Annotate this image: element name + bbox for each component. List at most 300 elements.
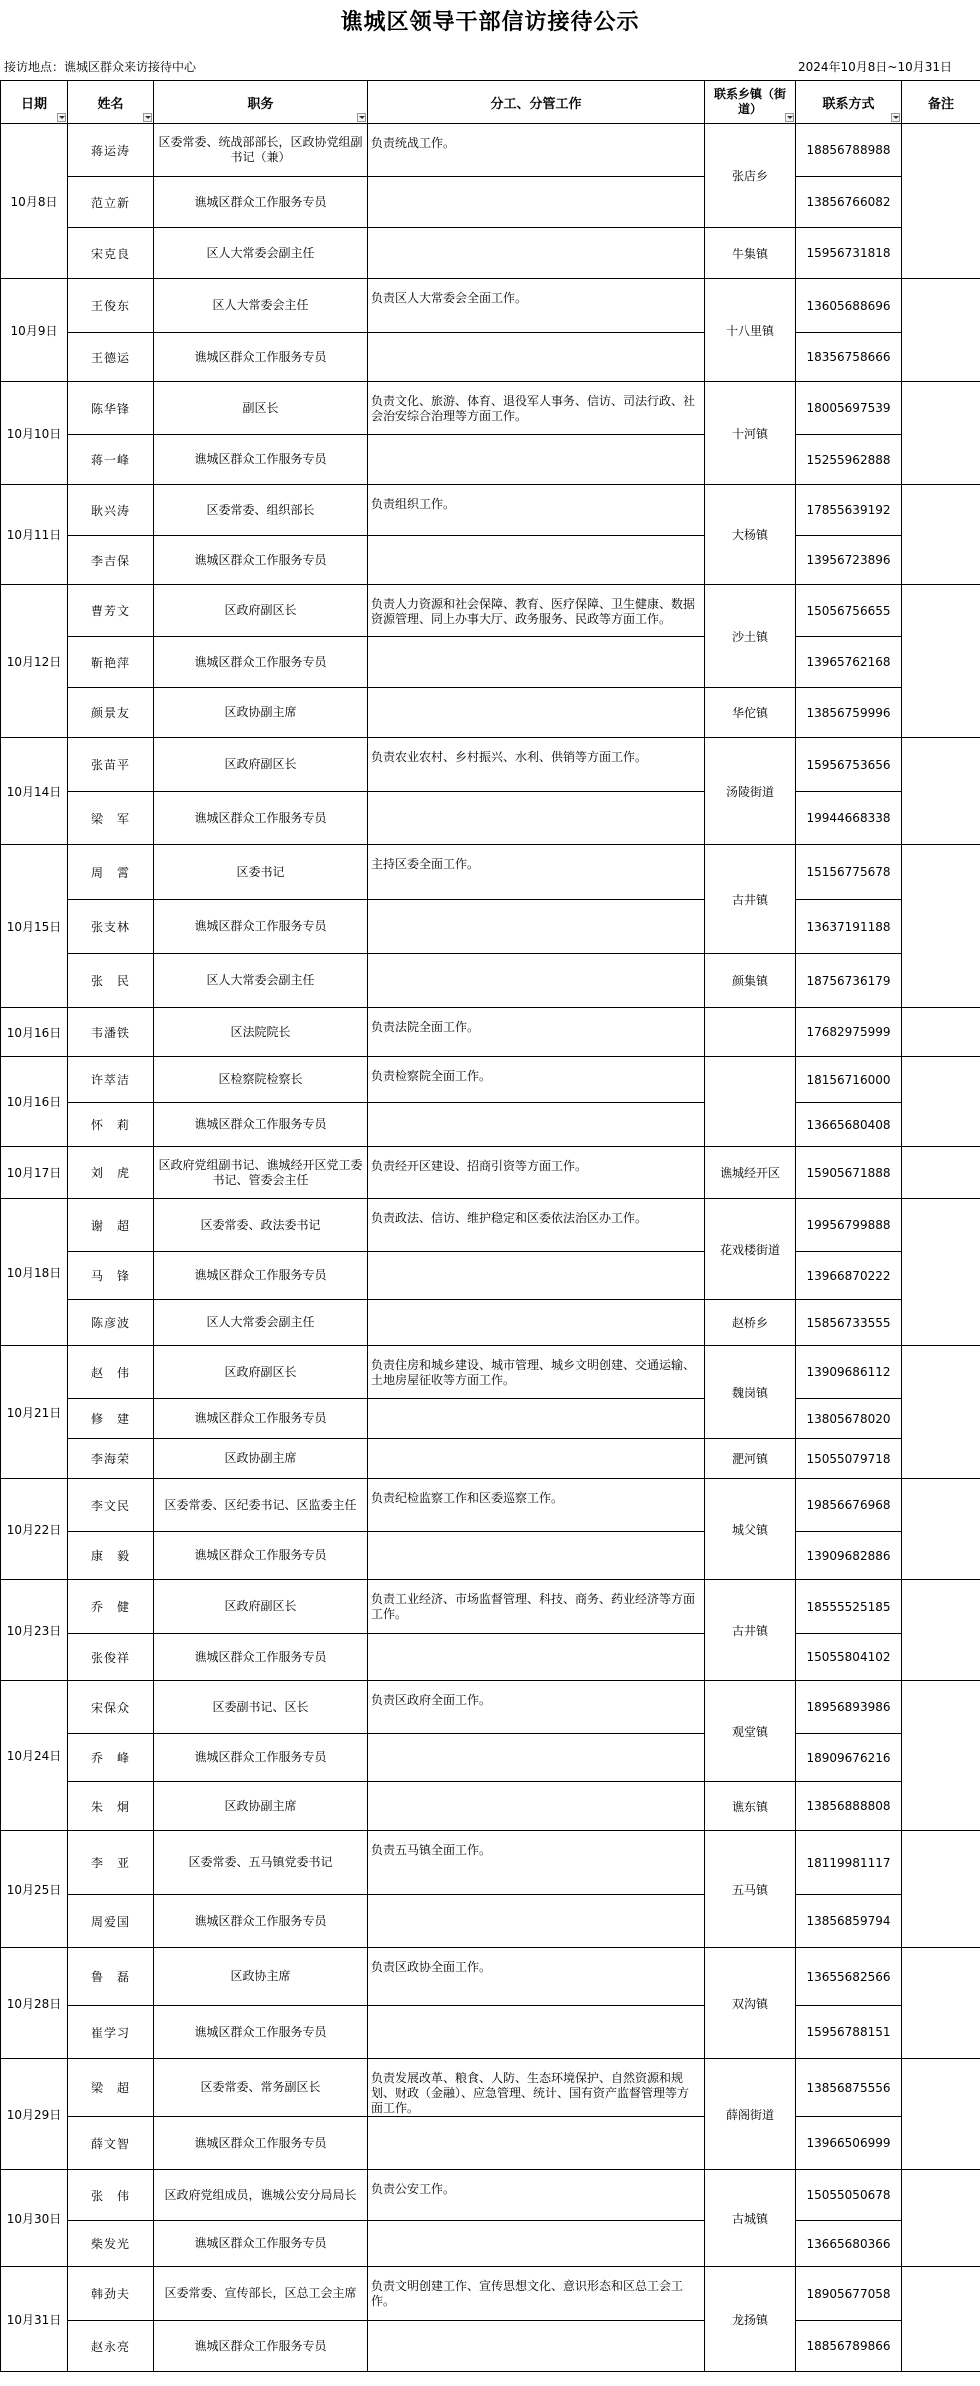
title-cell: 谯城区群众工作服务专员 (154, 2321, 368, 2372)
title-cell: 区政府副区长 (154, 1580, 368, 1634)
phone-cell: 18956893986 (796, 1681, 902, 1734)
name-cell: 韦潘铁 (68, 1008, 154, 1057)
table-row (1, 1831, 980, 1895)
phone-cell: 15956788151 (796, 2006, 902, 2059)
title-cell: 区委常委、宣传部长，区总工会主席 (154, 2267, 368, 2321)
phone-cell: 13966506999 (796, 2117, 902, 2170)
title-cell: 谯城区群众工作服务专员 (154, 536, 368, 585)
name-cell: 薛文智 (68, 2117, 154, 2170)
duty-cell: 负责法院全面工作。 (368, 1008, 705, 1057)
remark-cell (902, 1831, 980, 1948)
title-cell: 谯城区群众工作服务专员 (154, 1399, 368, 1439)
filter-dropdown-icon[interactable] (143, 113, 152, 122)
name-cell: 李吉保 (68, 536, 154, 585)
phone-cell: 13856875556 (796, 2059, 902, 2117)
date-cell: 10月11日 (1, 485, 68, 585)
title-cell: 区人大常委会副主任 (154, 228, 368, 279)
duty-cell: 主持区委全面工作。 (368, 845, 705, 900)
phone-cell: 13965762168 (796, 637, 902, 688)
table-row (1, 2321, 980, 2372)
table-row (1, 900, 980, 954)
phone-cell: 15055804102 (796, 1634, 902, 1681)
title-cell: 区委常委、五马镇党委书记 (154, 1831, 368, 1895)
table-row (1, 2006, 980, 2059)
phone-cell: 18119981117 (796, 1831, 902, 1895)
table-row (1, 1948, 980, 2006)
name-cell: 耿兴涛 (68, 485, 154, 536)
town-cell: 古井镇 (705, 845, 796, 954)
title-cell: 区委常委、区纪委书记、区监委主任 (154, 1479, 368, 1532)
phone-cell: 15056756655 (796, 585, 902, 637)
duty-cell: 负责文化、旅游、体育、退役军人事务、信访、司法行政、社会治安综合治理等方面工作。 (368, 382, 705, 435)
table-row (1, 382, 980, 435)
phone-cell: 13655682566 (796, 1948, 902, 2006)
phone-cell: 13665680366 (796, 2221, 902, 2267)
header-date[interactable]: 日期 (1, 81, 68, 124)
name-cell: 鲁 磊 (68, 1948, 154, 2006)
name-cell: 蒋一峰 (68, 435, 154, 485)
town-cell (705, 1057, 796, 1147)
phone-cell: 15055079718 (796, 1439, 902, 1479)
table-row (1, 1580, 980, 1634)
name-cell: 周爱国 (68, 1895, 154, 1948)
name-cell: 赵永亮 (68, 2321, 154, 2372)
date-cell: 10月14日 (1, 738, 68, 845)
phone-cell: 18856789866 (796, 2321, 902, 2372)
table-row (1, 1103, 980, 1147)
phone-cell: 17855639192 (796, 485, 902, 536)
name-cell: 颜景友 (68, 688, 154, 738)
duty-cell: 负责统战工作。 (368, 124, 705, 177)
date-cell: 10月28日 (1, 1948, 68, 2059)
table-row (1, 1057, 980, 1103)
duty-cell: 负责农业农村、乡村振兴、水利、供销等方面工作。 (368, 738, 705, 792)
date-cell: 10月25日 (1, 1831, 68, 1948)
phone-cell: 15856733555 (796, 1300, 902, 1346)
town-cell: 古城镇 (705, 2170, 796, 2267)
duty-cell (368, 792, 705, 845)
title-cell: 区委常委、政法委书记 (154, 1199, 368, 1252)
phone-cell: 17682975999 (796, 1008, 902, 1057)
duty-cell (368, 1782, 705, 1831)
table-row (1, 2170, 980, 2221)
town-cell: 颜集镇 (705, 954, 796, 1008)
remark-cell (902, 1948, 980, 2059)
table-row (1, 637, 980, 688)
title-cell: 区委常委、统战部部长，区政协党组副书记（兼） (154, 124, 368, 177)
date-cell: 10月18日 (1, 1199, 68, 1346)
table-row (1, 1734, 980, 1782)
name-cell: 乔 健 (68, 1580, 154, 1634)
name-cell: 柴发光 (68, 2221, 154, 2267)
title-cell: 区政协副主席 (154, 1782, 368, 1831)
table-row (1, 1681, 980, 1734)
duty-cell: 负责住房和城乡建设、城市管理、城乡文明创建、交通运输、土地房屋征收等方面工作。 (368, 1346, 705, 1399)
duty-cell (368, 1300, 705, 1346)
town-cell: 城父镇 (705, 1479, 796, 1580)
remark-cell (902, 738, 980, 845)
town-cell: 古井镇 (705, 1580, 796, 1681)
filter-dropdown-icon[interactable] (891, 113, 900, 122)
phone-cell: 13856859794 (796, 1895, 902, 1948)
town-cell: 汤陵街道 (705, 738, 796, 845)
duty-cell: 负责工业经济、市场监督管理、科技、商务、药业经济等方面工作。 (368, 1580, 705, 1634)
table-row (1, 1008, 980, 1057)
date-cell: 10月17日 (1, 1147, 68, 1199)
town-cell: 华佗镇 (705, 688, 796, 738)
duty-cell (368, 1252, 705, 1300)
location-label: 接访地点：谯城区群众来访接待中心 (4, 60, 197, 74)
town-cell: 十八里镇 (705, 279, 796, 382)
table-row (1, 536, 980, 585)
name-cell: 乔 峰 (68, 1734, 154, 1782)
header-town[interactable]: 联系乡镇（街道） (705, 81, 796, 124)
remark-cell (902, 845, 980, 1008)
name-cell: 陈华锋 (68, 382, 154, 435)
table-row (1, 845, 980, 900)
name-cell: 赵 伟 (68, 1346, 154, 1399)
table-row (1, 1532, 980, 1580)
phone-cell: 19856676968 (796, 1479, 902, 1532)
date-cell: 10月16日 (1, 1057, 68, 1147)
phone-cell: 13856888808 (796, 1782, 902, 1831)
title-cell: 谯城区群众工作服务专员 (154, 900, 368, 954)
title-cell: 区人大常委会副主任 (154, 954, 368, 1008)
phone-cell: 15905671888 (796, 1147, 902, 1199)
title-cell: 谯城区群众工作服务专员 (154, 2117, 368, 2170)
town-cell: 花戏楼街道 (705, 1199, 796, 1300)
remark-cell (902, 1346, 980, 1479)
table-row (1, 1895, 980, 1948)
duty-cell (368, 1734, 705, 1782)
remark-cell (902, 2059, 980, 2170)
phone-cell: 18005697539 (796, 382, 902, 435)
table-row (1, 279, 980, 333)
title-cell: 谯城区群众工作服务专员 (154, 637, 368, 688)
title-cell: 区政府副区长 (154, 585, 368, 637)
name-cell: 张支林 (68, 900, 154, 954)
date-cell: 10月24日 (1, 1681, 68, 1831)
date-cell: 10月15日 (1, 845, 68, 1008)
duty-cell (368, 435, 705, 485)
name-cell: 王德运 (68, 333, 154, 382)
table-row (1, 485, 980, 536)
title-cell: 区政协主席 (154, 1948, 368, 2006)
phone-cell: 15255962888 (796, 435, 902, 485)
duty-cell (368, 900, 705, 954)
name-cell: 康 毅 (68, 1532, 154, 1580)
town-cell: 沙土镇 (705, 585, 796, 688)
date-cell: 10月29日 (1, 2059, 68, 2170)
phone-cell: 15156775678 (796, 845, 902, 900)
duty-cell (368, 177, 705, 228)
title-cell: 区委常委、组织部长 (154, 485, 368, 536)
name-cell: 张俊祥 (68, 1634, 154, 1681)
date-cell: 10月9日 (1, 279, 68, 382)
phone-cell: 13605688696 (796, 279, 902, 333)
phone-cell: 13637191188 (796, 900, 902, 954)
name-cell: 蒋运涛 (68, 124, 154, 177)
phone-cell: 13856759996 (796, 688, 902, 738)
duty-cell (368, 2117, 705, 2170)
remark-cell (902, 1681, 980, 1831)
period-label: 2024年10月8日~10月31日 (797, 60, 952, 74)
table-row (1, 1147, 980, 1199)
title-cell: 区政府副区长 (154, 738, 368, 792)
header-title[interactable]: 职务 (154, 81, 368, 124)
phone-cell: 15956753656 (796, 738, 902, 792)
date-cell: 10月12日 (1, 585, 68, 738)
title-cell: 谯城区群众工作服务专员 (154, 2006, 368, 2059)
title-cell: 谯城区群众工作服务专员 (154, 1532, 368, 1580)
table-row (1, 1252, 980, 1300)
duty-cell (368, 1399, 705, 1439)
town-cell: 魏岗镇 (705, 1346, 796, 1439)
town-cell: 五马镇 (705, 1831, 796, 1948)
name-cell: 刘 虎 (68, 1147, 154, 1199)
title-cell: 谯城区群众工作服务专员 (154, 1895, 368, 1948)
title-cell: 区人大常委会副主任 (154, 1300, 368, 1346)
remark-cell (902, 1008, 980, 1057)
table-row (1, 954, 980, 1008)
phone-cell: 13805678020 (796, 1399, 902, 1439)
town-cell: 谯城经开区 (705, 1147, 796, 1199)
title-cell: 谯城区群众工作服务专员 (154, 177, 368, 228)
date-cell: 10月30日 (1, 2170, 68, 2267)
remark-cell (902, 1057, 980, 1147)
remark-cell (902, 2170, 980, 2267)
table-row (1, 1479, 980, 1532)
name-cell: 谢 超 (68, 1199, 154, 1252)
title-cell: 区政协副主席 (154, 1439, 368, 1479)
name-cell: 宋保众 (68, 1681, 154, 1734)
duty-cell: 负责五马镇全面工作。 (368, 1831, 705, 1895)
title-cell: 谯城区群众工作服务专员 (154, 1252, 368, 1300)
town-cell: 大杨镇 (705, 485, 796, 585)
name-cell: 梁 超 (68, 2059, 154, 2117)
name-cell: 韩劲夫 (68, 2267, 154, 2321)
phone-cell: 15956731818 (796, 228, 902, 279)
table-row (1, 435, 980, 485)
phone-cell: 19944668338 (796, 792, 902, 845)
name-cell: 宋克良 (68, 228, 154, 279)
town-cell: 薛阁街道 (705, 2059, 796, 2170)
title-cell: 区政府党组成员，谯城公安分局局长 (154, 2170, 368, 2221)
town-cell: 龙扬镇 (705, 2267, 796, 2372)
title-cell: 区委副书记、区长 (154, 1681, 368, 1734)
name-cell: 李文民 (68, 1479, 154, 1532)
duty-cell (368, 954, 705, 1008)
name-cell: 曹芳文 (68, 585, 154, 637)
phone-cell: 13909682886 (796, 1532, 902, 1580)
duty-cell: 负责区人大常委会全面工作。 (368, 279, 705, 333)
remark-cell (902, 124, 980, 279)
duty-cell (368, 2221, 705, 2267)
date-cell: 10月23日 (1, 1580, 68, 1681)
table-row (1, 1634, 980, 1681)
duty-cell: 负责纪检监察工作和区委巡察工作。 (368, 1479, 705, 1532)
title-cell: 区委常委、常务副区长 (154, 2059, 368, 2117)
filter-dropdown-icon[interactable] (57, 113, 66, 122)
title-cell: 区法院院长 (154, 1008, 368, 1057)
filter-dropdown-icon[interactable] (785, 113, 794, 122)
header-name[interactable]: 姓名 (68, 81, 154, 124)
duty-cell: 负责检察院全面工作。 (368, 1057, 705, 1103)
remark-cell (902, 2267, 980, 2372)
title-cell: 谯城区群众工作服务专员 (154, 1103, 368, 1147)
duty-cell: 负责人力资源和社会保障、教育、医疗保障、卫生健康、数据资源管理、同上办事大厅、政务服务、民政等方面工作。 (368, 585, 705, 637)
page-title: 谯城区领导干部信访接待公示 (340, 9, 640, 35)
header-remark[interactable]: 备注 (902, 81, 980, 124)
title-cell: 区人大常委会主任 (154, 279, 368, 333)
remark-cell (902, 382, 980, 485)
duty-cell: 负责发展改革、粮食、人防、生态环境保护、自然资源和规划、财政（金融）、应急管理、统计、国有资产监督管理等方面工作。 (368, 2059, 705, 2117)
title-cell: 区政府副区长 (154, 1346, 368, 1399)
title-cell: 区委书记 (154, 845, 368, 900)
town-cell (705, 1008, 796, 1057)
duty-cell (368, 1103, 705, 1147)
remark-cell (902, 1479, 980, 1580)
name-cell: 靳艳萍 (68, 637, 154, 688)
header-duty[interactable]: 分工、分管工作 (368, 81, 705, 124)
duty-cell: 负责文明创建工作、宣传思想文化、意识形态和区总工会工作。 (368, 2267, 705, 2321)
name-cell: 张苗平 (68, 738, 154, 792)
name-cell: 怀 莉 (68, 1103, 154, 1147)
title-cell: 副区长 (154, 382, 368, 435)
phone-cell: 15055050678 (796, 2170, 902, 2221)
name-cell: 修 建 (68, 1399, 154, 1439)
name-cell: 梁 军 (68, 792, 154, 845)
duty-cell (368, 333, 705, 382)
reception-table (0, 80, 980, 2372)
name-cell: 陈彦波 (68, 1300, 154, 1346)
title-cell: 谯城区群众工作服务专员 (154, 2221, 368, 2267)
table-row (1, 738, 980, 792)
duty-cell: 负责公安工作。 (368, 2170, 705, 2221)
duty-cell (368, 2321, 705, 2372)
remark-cell (902, 585, 980, 738)
meta-bar (0, 40, 980, 80)
date-cell: 10月22日 (1, 1479, 68, 1580)
duty-cell (368, 1634, 705, 1681)
name-cell: 李海荣 (68, 1439, 154, 1479)
duty-cell: 负责政法、信访、维护稳定和区委依法治区办工作。 (368, 1199, 705, 1252)
duty-cell: 负责区政府全面工作。 (368, 1681, 705, 1734)
phone-cell: 19956799888 (796, 1199, 902, 1252)
town-cell: 十河镇 (705, 382, 796, 485)
title-cell: 谯城区群众工作服务专员 (154, 1634, 368, 1681)
title-cell: 谯城区群众工作服务专员 (154, 333, 368, 382)
date-cell: 10月16日 (1, 1008, 68, 1057)
duty-cell (368, 1895, 705, 1948)
table-row (1, 2267, 980, 2321)
header-phone[interactable]: 联系方式 (796, 81, 902, 124)
town-cell: 观堂镇 (705, 1681, 796, 1782)
phone-cell: 13956723896 (796, 536, 902, 585)
remark-cell (902, 279, 980, 382)
date-cell: 10月8日 (1, 124, 68, 279)
remark-cell (902, 1147, 980, 1199)
duty-cell: 负责组织工作。 (368, 485, 705, 536)
duty-cell (368, 536, 705, 585)
name-cell: 王俊东 (68, 279, 154, 333)
duty-cell (368, 228, 705, 279)
name-cell: 张 伟 (68, 2170, 154, 2221)
remark-cell (902, 485, 980, 585)
remark-cell (902, 1580, 980, 1681)
title-cell: 区检察院检察长 (154, 1057, 368, 1103)
phone-cell: 13665680408 (796, 1103, 902, 1147)
name-cell: 马 锋 (68, 1252, 154, 1300)
table-row (1, 2117, 980, 2170)
table-row (1, 2059, 980, 2117)
table-row (1, 1199, 980, 1252)
town-cell: 淝河镇 (705, 1439, 796, 1479)
phone-cell: 13966870222 (796, 1252, 902, 1300)
table-row (1, 333, 980, 382)
table-row (1, 1346, 980, 1399)
name-cell: 朱 炯 (68, 1782, 154, 1831)
phone-cell: 18356758666 (796, 333, 902, 382)
table-row (1, 792, 980, 845)
remark-cell (902, 1199, 980, 1346)
duty-cell: 负责经开区建设、招商引资等方面工作。 (368, 1147, 705, 1199)
name-cell: 张 民 (68, 954, 154, 1008)
table-row (1, 1399, 980, 1439)
name-cell: 李 亚 (68, 1831, 154, 1895)
phone-cell: 18909676216 (796, 1734, 902, 1782)
name-cell: 崔学习 (68, 2006, 154, 2059)
name-cell: 许萃洁 (68, 1057, 154, 1103)
phone-cell: 13856766082 (796, 177, 902, 228)
town-cell: 牛集镇 (705, 228, 796, 279)
title-cell: 谯城区群众工作服务专员 (154, 435, 368, 485)
title-cell: 谯城区群众工作服务专员 (154, 792, 368, 845)
table-header-row (1, 81, 980, 124)
phone-cell: 18856788988 (796, 124, 902, 177)
duty-cell (368, 2006, 705, 2059)
duty-cell (368, 637, 705, 688)
date-cell: 10月21日 (1, 1346, 68, 1479)
name-cell: 范立新 (68, 177, 154, 228)
duty-cell: 负责区政协全面工作。 (368, 1948, 705, 2006)
table-row (1, 2221, 980, 2267)
table-row (1, 228, 980, 279)
title-cell: 区政协副主席 (154, 688, 368, 738)
date-cell: 10月10日 (1, 382, 68, 485)
table-row (1, 177, 980, 228)
table-row (1, 1439, 980, 1479)
duty-cell (368, 688, 705, 738)
town-cell: 张店乡 (705, 124, 796, 228)
phone-cell: 18756736179 (796, 954, 902, 1008)
date-cell: 10月31日 (1, 2267, 68, 2372)
filter-dropdown-icon[interactable] (357, 113, 366, 122)
town-cell: 赵桥乡 (705, 1300, 796, 1346)
duty-cell (368, 1439, 705, 1479)
table-row (1, 1300, 980, 1346)
table-row (1, 688, 980, 738)
table-row (1, 585, 980, 637)
table-row (1, 1782, 980, 1831)
name-cell: 周 霄 (68, 845, 154, 900)
table-row (1, 124, 980, 177)
phone-cell: 18905677058 (796, 2267, 902, 2321)
duty-cell (368, 1532, 705, 1580)
phone-cell: 18156716000 (796, 1057, 902, 1103)
title-cell: 谯城区群众工作服务专员 (154, 1734, 368, 1782)
phone-cell: 18555525185 (796, 1580, 902, 1634)
